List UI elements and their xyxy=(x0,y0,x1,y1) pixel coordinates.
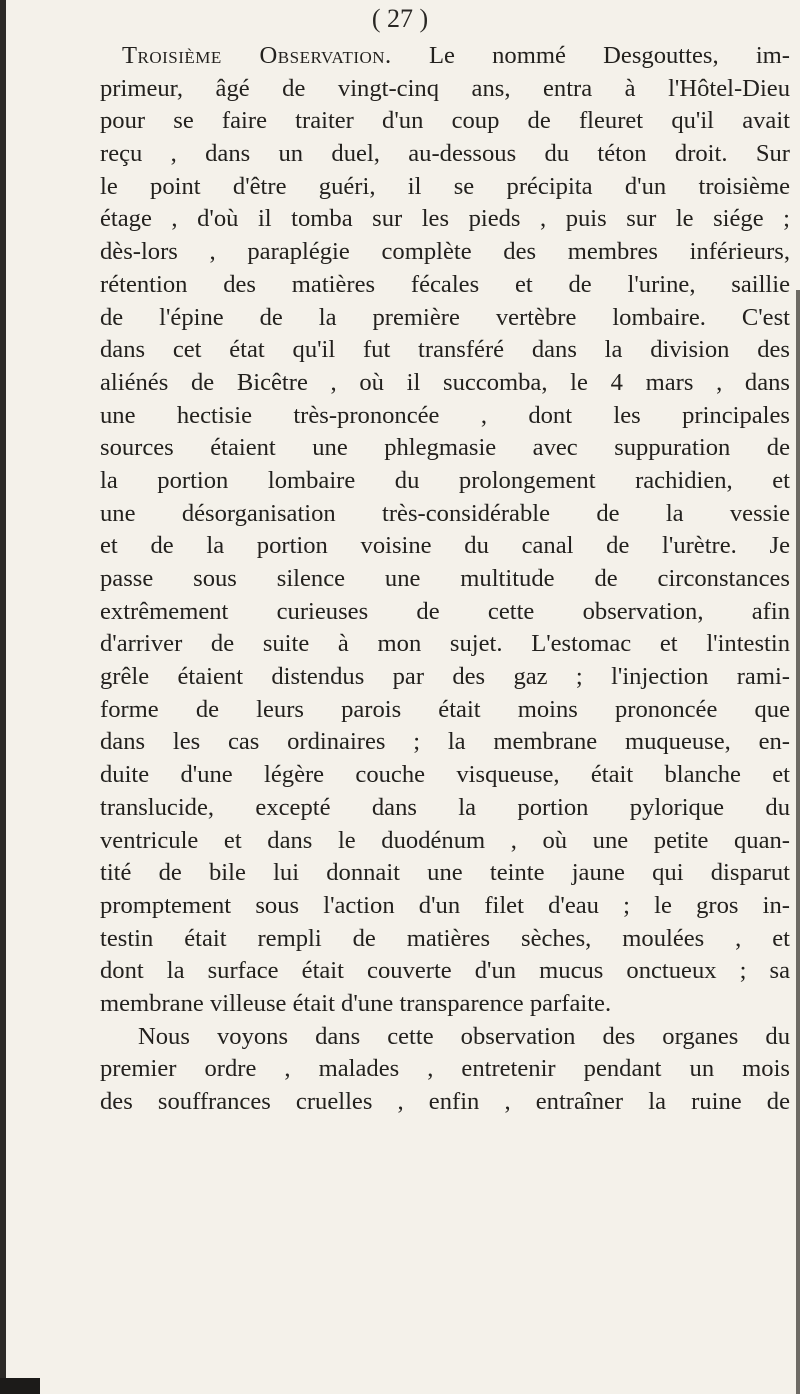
text-line: primeur, âgé de vingt-cinq ans, entra à l'Hôtel-Dieu xyxy=(100,74,790,102)
text-line: pour se faire traiter d'un coup de fleuret qu'il avait xyxy=(100,107,790,135)
text-line: dès-lors , paraplégie complète des membres inférieurs, xyxy=(100,238,790,266)
paragraph-1-line-1: Troisième Observation. Le nommé Desgouttes, im- xyxy=(122,42,790,69)
text-line: passe sous silence une multitude de circonstances xyxy=(100,565,790,592)
text-line: duite d'une légère couche visqueuse, était blanche et xyxy=(100,761,790,789)
text-line: rétention des matières fécales et de l'urine, saillie xyxy=(100,270,790,298)
text-line: une hectisie très-prononcée , dont les principales xyxy=(100,401,790,429)
text-line: aliénés de Bicêtre , où il succomba, le 4 mars , dans xyxy=(100,368,790,396)
left-binding-corner xyxy=(0,1378,40,1394)
text-line: la portion lombaire du prolongement rachidien, et xyxy=(100,466,790,494)
page-number: ( 27 ) xyxy=(371,4,429,33)
text-line: premier ordre , malades , entretenir pendant un mois xyxy=(100,1055,790,1083)
text-line: grêle étaient distendus par des gaz ; l'injection rami- xyxy=(100,663,790,691)
text-line: forme de leurs parois était moins prononcée que xyxy=(100,695,790,723)
text-line: ventricule et dans le duodénum , où une petite quan- xyxy=(100,826,790,854)
right-page-edge xyxy=(796,290,800,1394)
text-line: une désorganisation très-considérable de la vessie xyxy=(100,499,790,527)
text-line: des souffrances cruelles , enfin , entraîner la ruine de xyxy=(100,1088,790,1115)
text-line: d'arriver de suite à mon sujet. L'estomac et l'intestin xyxy=(100,630,790,658)
text-line: étage , d'où il tomba sur les pieds , puis sur le siége ; xyxy=(100,205,790,233)
text-line: dans cet état qu'il fut transféré dans la division des xyxy=(100,336,790,364)
text-line: reçu , dans un duel, au-dessous du téton droit. Sur xyxy=(100,140,790,168)
text-line: testin était rempli de matières sèches, moulées , et xyxy=(100,924,790,952)
text-line: membrane villeuse était d'une transparence parfaite. xyxy=(100,989,612,1017)
text-line: promptement sous l'action d'un filet d'eau ; le gros in- xyxy=(100,891,790,919)
text-line: sources étaient une phlegmasie avec suppuration de xyxy=(100,434,790,462)
text-line: extrêmement curieuses de cette observation, afin xyxy=(100,597,790,625)
text-line: dans les cas ordinaires ; la membrane muqueuse, en- xyxy=(100,728,790,756)
text-line: le point d'être guéri, il se précipita d'un troisième xyxy=(100,172,790,200)
text-line: tité de bile lui donnait une teinte jaune qui disparut xyxy=(100,859,790,887)
paragraph-2-line-1: Nous voyons dans cette observation des organes du xyxy=(138,1022,790,1050)
text-line: translucide, excepté dans la portion pylorique du xyxy=(100,793,790,821)
body-text xyxy=(100,40,790,1119)
text-line: de l'épine de la première vertèbre lombaire. C'est xyxy=(100,303,790,331)
text-line: et de la portion voisine du canal de l'urètre. Je xyxy=(100,532,790,560)
left-binding-edge xyxy=(0,0,6,1394)
observation-heading: Troisième Observation. xyxy=(122,42,392,69)
text-line: dont la surface était couverte d'un mucus onctueux ; sa xyxy=(100,957,790,985)
